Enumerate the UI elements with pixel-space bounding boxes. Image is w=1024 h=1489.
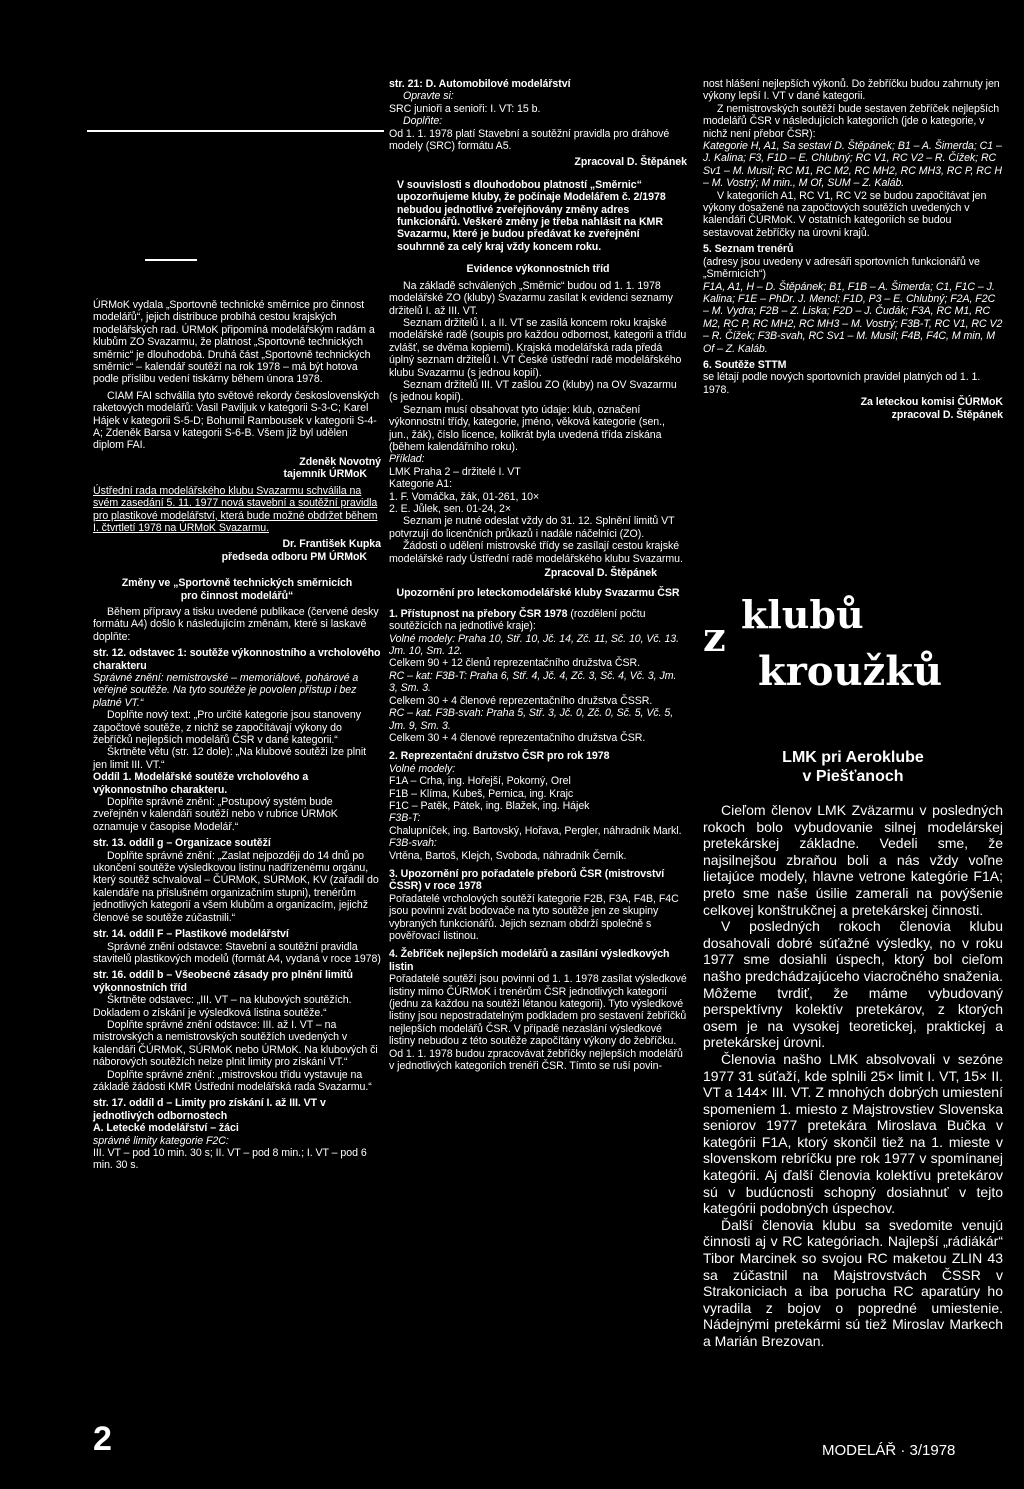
paragraph: (adresy jsou uvedeny v adresáři sportovních funkcionářů ve „Směrnicích“) <box>703 255 980 281</box>
item-heading: 1. Přístupnost na přebory ČSR 1978 <box>389 607 568 620</box>
paragraph: Během přípravy a tisku uvedené publikace (červené desky formátu A4) došlo k následujícím změnám, které si laskavě doplňte: <box>93 605 379 643</box>
paragraph: Kategorie A1: <box>389 478 452 491</box>
paragraph: Doplňte správné znění: „Zaslat nejpozději do 14 dnů po ukončení soutěže výsledkovou listinu nadřízenému orgánu, který soutěž schvaloval – ČÚRMoK, SÚRMoK, KV (zařadil do kalendáře na příslušném organizačním stupni), trenérům jednotlivých kategorií a všem klubům a organizacím, jejichž členové se soutěže zúčastnili.“ <box>93 849 379 924</box>
paragraph: Na základě schválených „Směrnic“ budou od 1. 1. 1978 modelářské ZO (kluby) Svazarmu zasílat k evidenci seznamy držitelů I. až III. VT. <box>389 279 673 317</box>
paragraph: Seznam držitelů I. a II. VT se zasílá koncem roku krajské modelářské radě (soupis pro každou odbornost, kategorii a třídu zvlášť, se dvěma kopiemi). Krajská modelářská rada předá úplný seznam držitelů I. VT České ústřední radě modelářského klubu Svazarmu (s jednou kopií). <box>389 316 687 379</box>
paragraph: (rozdělení počtu soutěžících na jednotlivé kraje): <box>389 607 646 633</box>
paragraph: Seznam je nutné odeslat vždy do 31. 12. Splnění limitů VT potvrzují do licenčních průkazů i nadále náčelníci (ZO). <box>389 515 675 540</box>
page-number: 2 <box>93 1420 112 1458</box>
paragraph: Ďalší členovia klubu sa svedomite venujú činnosti aj v RC kategóriach. Najlepší „rádiákár“ Tibor Marcinek so svojou RC maketou ZLIN 43 sa zúčastnil na Majstrovstvách ČSSR v Strakoniciach a iba porucha RC aparatúry ho vyradila z bojov o popredné umiestenie. Nádejnými pretekármi sú tiež Miroslav Markech a Marián Brezovan. <box>703 1216 1003 1349</box>
section-heading: Změny ve „Sportovně technických směrnicích pro činnost modelářů“ <box>121 577 353 602</box>
item-heading: str. 12. odstavec 1: soutěže výkonnostního a vrcholového charakteru <box>93 647 381 672</box>
paragraph: III. VT – pod 10 min. 30 s; II. VT – pod 8 min.; I. VT – pod 6 min. 30 s. <box>93 1147 367 1172</box>
item-heading: 3. Upozornění pro pořadatele přeborů ČSR (mistrovství ČSSR) v roce 1978 <box>389 867 665 893</box>
paragraph: RC – kat: F3B-T: Praha 6, Stř. 4, Jč. 4, Zč. 3, Sč. 4, Vč. 3, Jm. 3, Sm. 3. <box>389 669 677 695</box>
item-heading: str. 14. oddíl F – Plastikové modelářství <box>93 928 289 941</box>
item-heading: 2. Reprezentační družstvo ČSR pro rok 1978 <box>389 750 610 763</box>
paragraph: nost hlášení nejlepších výkonů. Do žebříčku budou zahrnuty jen výkony lepší I. VT v dané kategorii. <box>703 78 1000 103</box>
item-heading: str. 17. oddíl d – Limity pro získání I. až III. VT v jednotlivých odbornostech <box>93 1097 326 1122</box>
paragraph: Škrtněte větu (str. 12 dole): „Na klubové soutěži lze plnit jen limit III. VT.“ <box>93 746 367 771</box>
magazine-issue: MODELÁŘ · 3/1978 <box>822 1442 956 1459</box>
divider-long <box>87 130 384 132</box>
paragraph: V kategoriích A1, RC V1, RC V2 se budou započítávat jen výkony dosažené na započtových soutěžích uvedených v kalendáři ČÚRMoK. V ostatních kategoriích se budou sestavovat žebříčky na úrovni krajů. <box>703 189 987 239</box>
column-3 <box>703 78 1003 421</box>
paragraph: RC – kat. F3B-svah: Praha 5, Stř. 3, Jč. 0, Zč. 0, Sč. 5, Vč. 5, Jm. 9, Sm. 3. <box>389 707 674 732</box>
paragraph: Celkem 30 + 4 členové reprezentačního družstva ČSR. <box>389 731 646 744</box>
paragraph: Správné znění: nemistrovské – memoriálové, pohárové a veřejné soutěže. Na tyto soutěže je povolen přístup i bez platné VT.“ <box>93 671 359 709</box>
item-subheading: A. Letecké modelářství – žáci <box>93 1122 239 1135</box>
paragraph: 2. E. Jůlek, sen. 01-24, 2× <box>389 503 512 515</box>
paragraph: F3B-T: <box>389 812 421 825</box>
signature-role: tajemník ÚRMoK <box>283 468 367 481</box>
paragraph: F1C – Patěk, Pátek, ing. Blažek, ing. Hájek <box>389 799 590 812</box>
paragraph: Žádosti o udělení mistrovské třídy se zasílají cestou krajské modelářské rady Ústřední radě modelářského klubu Svazarmu. <box>389 540 683 565</box>
signature-role: předseda odboru PM ÚRMoK <box>221 550 367 563</box>
paragraph: Chalupníček, ing. Bartovský, Hořava, Pergler, náhradník Markl. <box>389 824 682 837</box>
paragraph: Celkem 30 + 4 členové reprezentačního družstva ČSSR. <box>389 694 653 707</box>
paragraph: F1A, A1, H – D. Štěpánek; B1, F1B – A. Šimerda; C1, F1C – J. Kalina; F1E – PhDr. J. Mencl; F1D, P3 – E. Chlubný; F2A, F2C – M. Vydra; F2B – Z. Liska; F2D – J. Čudák; F3A, RC M1, RC M2, RC P, RC MH2, RC MH3 – M. Vostrý; F3B-T, RC V1, RC V2 – R. Čížek; F3B-svah, RC Sv1 – M. Musil; F4B, F4C, M min, M Of – Z. Kaláb. <box>703 280 1003 355</box>
column-2 <box>389 78 687 1072</box>
signature: Zpracoval D. Štěpánek <box>544 567 657 580</box>
article-title-line: LMK pri Aeroklube <box>782 749 924 766</box>
paragraph: Kategorie H, A1, Sa sestaví D. Štěpánek; B1 – A. Šimerda; C1 – J. Kalina; F3, F1D – E. Chlubný; RC V1, RC V2 – R. Čížek; RC Sv1 – M. Musil; RC M1, RC M2, RC MH2, RC MH3, RC P, RC H – M. Vostrý; M min., M Of, SUM – Z. Kaláb. <box>703 140 1002 190</box>
paragraph: LMK Praha 2 – držitelé I. VT <box>389 465 521 478</box>
paragraph: F1B – Klíma, Kubeš, Pernica, ing. Krajc <box>389 787 574 800</box>
signature-name: Dr. František Kupka <box>282 538 381 551</box>
item-heading: 5. Seznam trenérů <box>703 243 794 256</box>
title-klubu: klubů <box>741 592 864 637</box>
article-body <box>703 802 1003 1350</box>
paragraph: F1A – Crha, ing. Hořejší, Pokorný, Orel <box>389 775 571 788</box>
article-title-line: v Piešťanoch <box>802 768 904 785</box>
paragraph: Příklad: <box>389 453 425 466</box>
divider-short <box>145 259 197 261</box>
paragraph: Volné modely: Praha 10, Stř. 10, Jč. 14, Zč. 11, Sč. 10, Vč. 13. Jm. 10, Sm. 12. <box>389 632 680 658</box>
section-heading: Evidence výkonnostních tříd <box>466 263 610 276</box>
paragraph: Pořadatelé soutěží jsou povinni od 1. 1. 1978 zasílat výsledkové listiny mimo ČÚRMoK i trenérům ČSR jednotlivých kategorií (jednu za každou na soutěži létanou kategorii). Tyto výsledkové listiny jsou nepostradatelným podkladem pro sestavení žebříčků nejlepších modelářů ČSR. V případě nezaslání výsledkové listiny nebudou z této soutěže započítány výkony do žebříčku. Od 1. 1. 1978 budou zpracovávat žebříčky nejlepších modelářů v jednotlivých kategoriích trenéři ČSR. Tímto se ruší povin- <box>389 973 687 1073</box>
item-heading: 4. Žebříček nejlepších modelářů a zasílání výsledkových listin <box>389 948 670 973</box>
paragraph: Doplňte: <box>403 115 443 128</box>
item-heading: Oddíl 1. Modelářské soutěže vrcholového a výkonnostního charakteru. <box>93 771 309 796</box>
paragraph: 1. F. Vomáčka, žák, 01-261, 10× <box>389 490 540 503</box>
paragraph: Doplňte nový text: „Pro určité kategorie jsou stanoveny započtové soutěže, z nichž se započítávají výkony do žebříčků nejlepších modelářů ČSR v dané kategorii.“ <box>93 709 361 746</box>
signature: zpracoval D. Štěpánek <box>891 408 1003 421</box>
title-z: z <box>703 614 726 661</box>
notice-bold: V souvislosti s dlouhodobou platností „Směrnic“ upozorňujeme kluby, že počínaje Modelářem č. 2/1978 nebudou jednotlivé zveřejňovány změny adres funkcionářů. Veškeré změny je třeba nahlásit na KMR Svazarmu, které je budou předávat ke zveřejnění souhrnně za celý kraj vždy koncem roku. <box>397 178 666 253</box>
item-heading: str. 16. oddíl b – Všeobecné zásady pro plnění limitů výkonnostních tříd <box>93 969 353 994</box>
paragraph: Seznam držitelů III. VT zašlou ZO (kluby) na OV Svazarmu (s jednou kopií). <box>389 378 677 404</box>
paragraph: V posledných rokoch členovia klubu dosahovali dobré súťažné výsledky, no v roku 1977 sme dosiahli úspech, ktorý bol cieľom našho predchádzajúceho viacročného snaženia. Môžeme tvrdiť, že máme vybudovaný perspektívny kolektív pretekárov, z ktorých osem je na vysokej teoretickej, praktickej a pretekárskej úrovni. <box>703 918 1003 1051</box>
records-notice: CIAM FAI schválila tyto světové rekordy československých raketových modelářů: Vasil Paviljuk v kategorii S-3-C; Karel Hájek v kategorii S-5-D; Bohumil Rambousek v kategorii S-4-A; Zdeněk Barsa v kategorii S-6-B. Všem již byl udělen diplom FAI. <box>93 389 380 452</box>
paragraph: Opravte si: <box>403 90 454 103</box>
paragraph: Od 1. 1. 1978 platí Stavební a soutěžní pravidla pro dráhové modely (SRC) formátu A5. <box>389 127 670 153</box>
paragraph: Seznam musí obsahovat tyto údaje: klub, označení výkonnostní třídy, kategorie, jméno, věková kategorie (sen., jun., žák), číslo licence, kolikrát byla uvedená třída získána (během kalendářního roku). <box>389 403 665 453</box>
paragraph: Pořadatelé vrcholových soutěží kategorie F2B, F3A, F4B, F4C jsou povinni zvát bodovače na tyto soutěže jen ze skupiny vybraných funkcionářů. Jejich seznam obdrží společně s pověřovací listinou. <box>389 892 679 942</box>
paragraph: správné limity kategorie F2C: <box>93 1134 229 1147</box>
paragraph: Z nemistrovských soutěží bude sestaven žebříček nejlepších modelářů ČSR v následujících kategoriích (jde o kategorie, v nichž není přebor ČSR): <box>703 102 1000 140</box>
paragraph: Vrtěna, Bartoš, Klejch, Svoboda, náhradník Černík. <box>389 849 627 862</box>
signature: Zpracoval D. Štěpánek <box>574 156 687 169</box>
paragraph: Doplňte správné znění odstavce: III. až I. VT – na mistrovských a nemistrovských soutěžích uvedených v kalendáři ČÚRMoK, SÚRMoK nebo ÚRMoK. Na klubových či náborových soutěžích nelze plnit limity pro získání VT.“ <box>93 1018 378 1069</box>
paragraph: Správné znění odstavce: Stavební a soutěžní pravidla stavitelů plastikových modelů (formát A4, vydaná v roce 1978) <box>93 940 381 965</box>
item-heading: str. 21: D. Automobilové modelářství <box>389 78 571 90</box>
paragraph: Doplňte správné znění: „mistrovskou třídu vystavuje na základě žádosti KMR Ústřední modelářská rada Svazarmu.“ <box>93 1068 372 1093</box>
urmok-notice: ÚRMoK vydala „Sportovně technické směrnice pro činnost modelářů“, jejich distribuce probíhá cestou krajských modelářských rad. ÚRMoK připomíná modelářským radám a klubům ZO Svazarmu, že platnost „Sportovně technických směrnic“ je dlouhodobá. Druhá část „Sportovně technických směrnic“ – kalendář soutěží na rok 1978 – má být hotova podle příslibu vedení tiskárny během února 1978. <box>93 299 375 386</box>
signature: Za leteckou komisi ČÚRMoK <box>860 396 1003 409</box>
paragraph: se létají podle nových sportovních pravidel platných od 1. 1. 1978. <box>703 371 981 396</box>
section-title <box>703 590 1003 710</box>
item-heading: 6. Soutěže STTM <box>703 358 787 371</box>
signature-name: Zdeněk Novotný <box>299 455 381 468</box>
article-title <box>703 748 1003 786</box>
paragraph: F3B-svah: <box>389 837 437 850</box>
paragraph: Členovia našho LMK absolvovali v sezóne 1977 31 súťaží, kde splnili 25× limit I. VT, 15× II. VT a 144× III. VT. Z mnohých dobrých umiestení spomeniem 1. miesto z Majstrovstiev Slovenska seniorov 1977 pretekára Miroslava Bučka v kategórii F1A, ktorý skončil tiež na 1. mieste v slovenskom rebríčku pre rok 1977 v spomínanej kategórii. Aj ďalší členovia kolektívu pretekárov sú v budúcnosti schopný dosiahnuť v tejto kategórii podobných úspechov. <box>703 1050 1003 1217</box>
item-heading: str. 13. oddíl g – Organizace soutěží <box>93 837 271 850</box>
paragraph: Volné modely: <box>389 762 456 775</box>
title-krouzku: kroužků <box>758 648 943 695</box>
section-heading: Upozornění pro leteckomodelářské kluby Svazarmu ČSR <box>396 587 680 600</box>
paragraph: Celkem 90 + 12 členů reprezentačního družstva ČSR. <box>389 657 641 670</box>
column-1 <box>93 299 381 1172</box>
paragraph: Doplňte správné znění: „Postupový systém bude zveřejněn v kalendáři soutěží nebo v rubrice ÚRMoK oznamuje v časopise Modelář.“ <box>93 796 338 833</box>
paragraph: SRC junioři a senioři: I. VT: 15 b. <box>389 102 541 115</box>
rules-notice: Ústřední rada modelářského klubu Svazarmu schválila na svém zasedání 5. 11. 1977 nová stavební a soutěžní pravidla pro plastikové modelářství, která bude možné obdržet během I. čtvrtletí 1978 na ÚRMoK Svazarmu. <box>93 484 378 534</box>
paragraph: Škrtněte odstavec: „III. VT – na klubových soutěžích. Dokladem o získání je výsledková listina soutěže.“ <box>93 994 352 1019</box>
paragraph: Cieľom členov LMK Zväzarmu v posledných rokoch bolo vybudovanie silnej modelárskej pretekárskej základne. Vedeli sme, že najsilnejšou zbraňou boli a nás vždy voľne lietajúce modely, hlavne vetrone kategórie F1A; preto sme naše úsilie zamerali na povýšenie celkovej konštrukčnej a pretekárskej činnosti. <box>703 802 1003 918</box>
